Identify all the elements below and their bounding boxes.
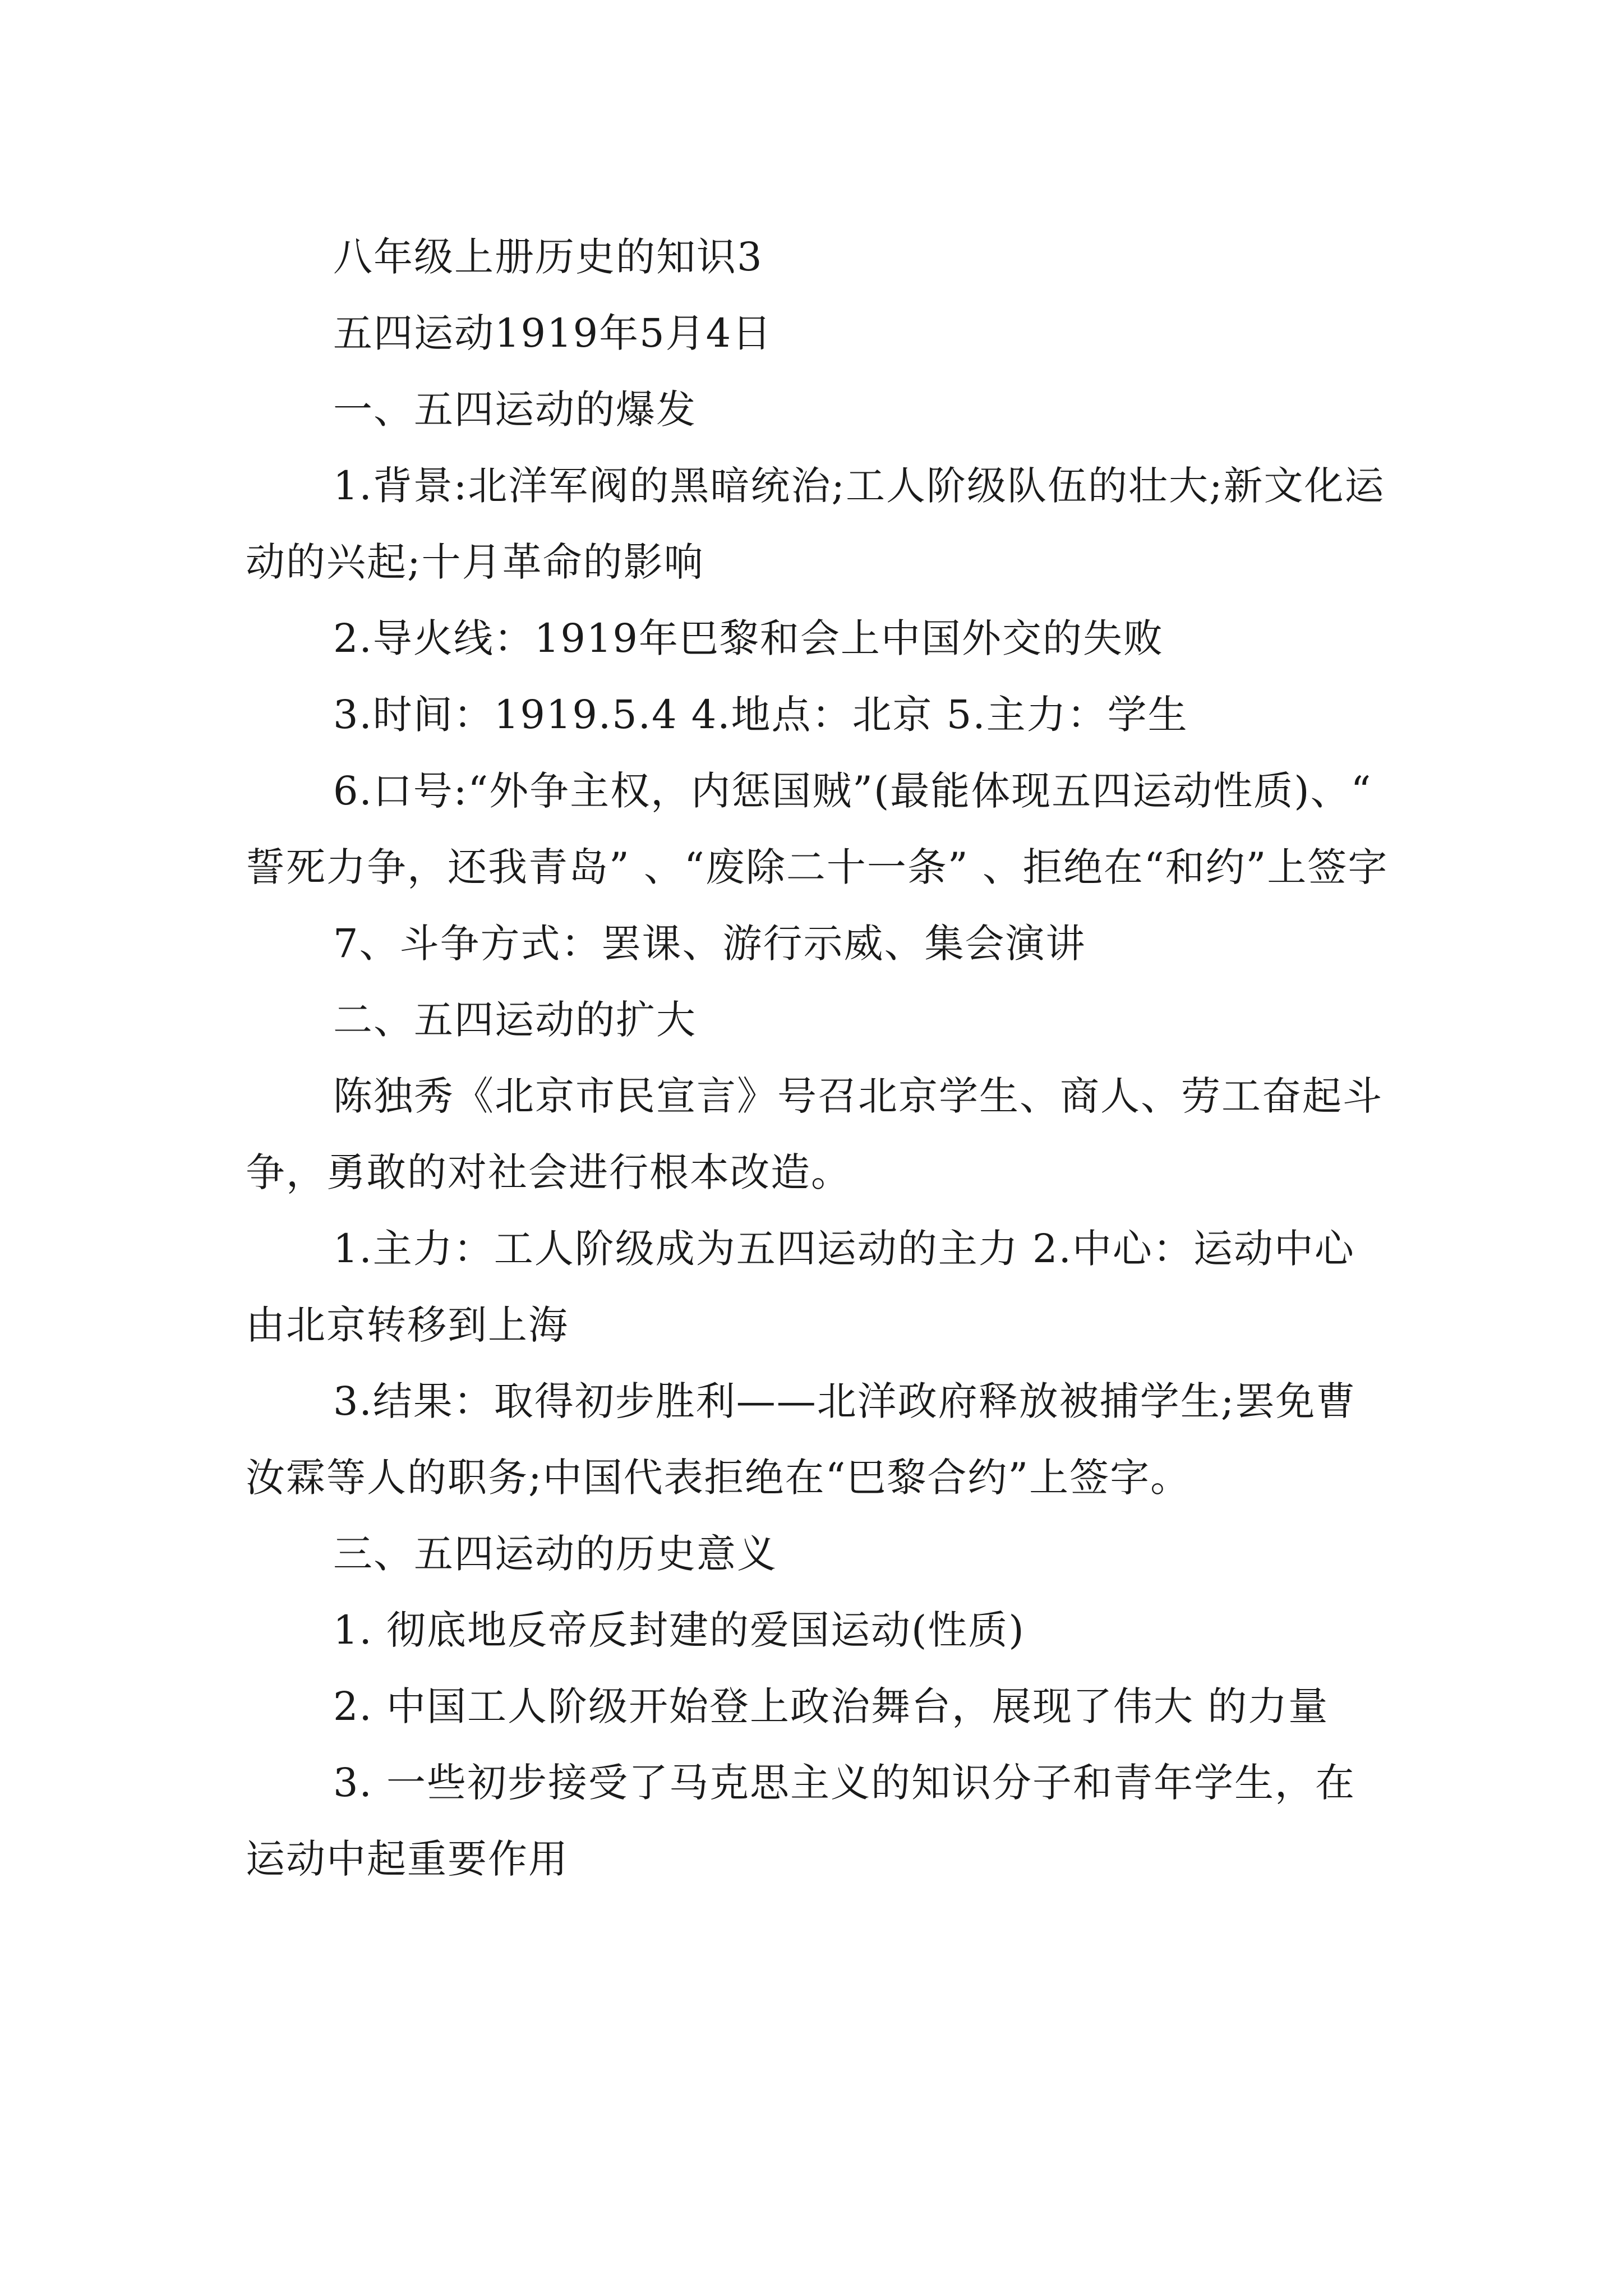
paragraph-main-force-center: 1.主力：工人阶级成为五四运动的主力 2.中心：运动中心由北京转移到上海 xyxy=(246,1226,1355,1348)
paragraph-methods: 7、斗争方式：罢课、游行示威、集会演讲 xyxy=(333,921,1086,967)
paragraph-result: 3.结果：取得初步胜利——北洋政府释放被捕学生;罢免曹汝霖等人的职务;中国代表拒绝在“巴黎合约”上签字。 xyxy=(246,1378,1357,1501)
paragraph-time-place-force: 3.时间：1919.5.4 4.地点：北京 5.主力：学生 xyxy=(333,692,1188,738)
section-heading-1: 一、五四运动的爆发 xyxy=(333,386,697,432)
paragraph-declaration: 陈独秀《北京市民宣言》号召北京学生、商人、劳工奋起斗争，勇敢的对社会进行根本改造。 xyxy=(246,1073,1383,1195)
document-title: 八年级上册历史的知识3 xyxy=(333,234,763,280)
paragraph-significance-2: 2. 中国工人阶级开始登上政治舞台，展现了伟大 的力量 xyxy=(333,1683,1329,1729)
subtitle-date: 五四运动1919年5月4日 xyxy=(333,310,773,356)
paragraph-slogans: 6.口号:“外争主权，内惩国贼”(最能体现五四运动性质)、“ 誓死力争，还我青岛” 、“废除二十一条” 、拒绝在“和约”上签字 xyxy=(246,768,1389,890)
paragraph-significance-3: 3. 一些初步接受了马克思主义的知识分子和青年学生，在运动中起重要作用 xyxy=(246,1760,1356,1882)
paragraph-significance-1: 1. 彻底地反帝反封建的爱国运动(性质) xyxy=(333,1607,1025,1653)
document-body xyxy=(246,219,1390,1897)
paragraph-background: 1.背景:北洋军阀的黑暗统治;工人阶级队伍的壮大;新文化运动的兴起;十月革命的影响 xyxy=(246,463,1385,585)
paragraph-trigger: 2.导火线：1919年巴黎和会上中国外交的失败 xyxy=(333,615,1164,661)
section-heading-2: 二、五四运动的扩大 xyxy=(333,997,697,1043)
section-heading-3: 三、五四运动的历史意义 xyxy=(333,1531,777,1577)
